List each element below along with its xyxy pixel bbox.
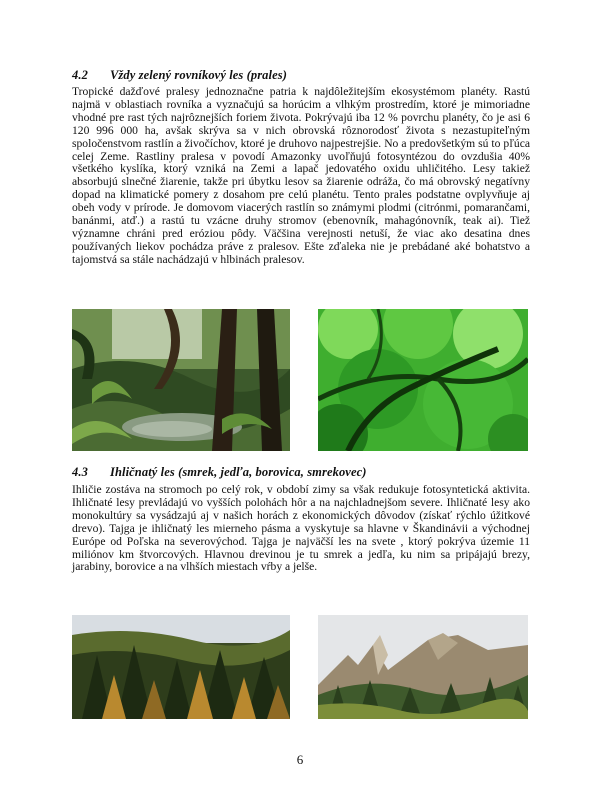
- coniferous-forest-photo: [72, 615, 290, 719]
- page-number: 6: [296, 752, 304, 767]
- section-title: Ihličnatý les (smrek, jedľa, borovica, smrekovec): [110, 465, 367, 479]
- section-title: Vždy zelený rovníkový les (prales): [110, 68, 287, 82]
- rainforest-photo: [72, 309, 290, 451]
- section-number: 4.2: [72, 68, 88, 82]
- section-heading-coniferous: [72, 465, 367, 480]
- section-number: 4.3: [72, 465, 88, 479]
- rocky-cliff-photo: [318, 615, 528, 719]
- section-heading-rainforest: [72, 68, 287, 83]
- section-text-rainforest: Tropické dažďové pralesy jednoznačne patria k najdôležitejším ekosystémom planéty. Rastú najmä v oblastiach rovníka a vyznačujú sa horúcim a vlhkým prostredím, ktoré je mimoriadne vhodné pre rast tých najrôznejších foriem života. Pokrývajú iba 12 % povrchu planéty, čo je asi 6 120 996 000 ha, avšak skrýva sa v nich obrovská rôznorodosť života s nezastupiteľným spoločenstvom rastlín a živočíchov, ktoré je druhovo najpestrejšie. No a predovšetkým sú to pľúca celej Zeme. Rastliny pralesa v povodí Amazonky uvoľňujú fotosyntézou do ovzdušia 40% všetkého kyslíka, ktorý vzniká na Zemi a lapač jedovatého oxidu uhličitého. Lesy takiež absorbujú slnečné žiarenie, takže pri úbytku lesov sa žiarenie odráža, čo má obrovský negatívny dopad na klimatické pomery z dosahom pre celú planétu. Tento prales podstatne ovplyvňuje aj obeh vody v prírode. Je domovom viacerých rastlín so známymi plodmi (citrónmi, pomarančami, banánmi, atď.) a rastú tu vzácne druhy stromov (ebenovník, mahagónovník, teak ai). Tiež významne chráni pred eróziou pôdy. Väčšina verejnosti netuší, že viac ako desatina dnes používaných liekov pochádza práve z pralesov. Ešte zďaleka nie je prebádané aké bohatstvo a tajomstvá sa stále nachádzajú v hlbinách pralesov.: [72, 85, 530, 266]
- section-text-coniferous: Ihličie zostáva na stromoch po celý rok, v období zimy sa však redukuje fotosyntetická aktivita. Ihličnaté lesy prevládajú vo vyšších polohách hôr a na najchladnejšom severe. Ihličnaté lesy ako monokultúry sa vysádzajú aj v našich horách z ekonomických dôvodov (získať rýchlo úžitkové drevo). Tajga je ihličnatý les mierneho pásma a vyskytuje sa hlavne v Škandinávii a východnej Európe od Poľska na severovýchod. Tajga je najväčší les na svete , ktorý pokrýva územie 11 miliónov km štvorcových. Hlavnou drevinou je tu smrek a jedľa, ku nim sa pripájajú brezy, jarabiny, borovice a na vlhších miestach vŕby a jelše.: [72, 483, 530, 574]
- green-canopy-photo: [318, 309, 528, 451]
